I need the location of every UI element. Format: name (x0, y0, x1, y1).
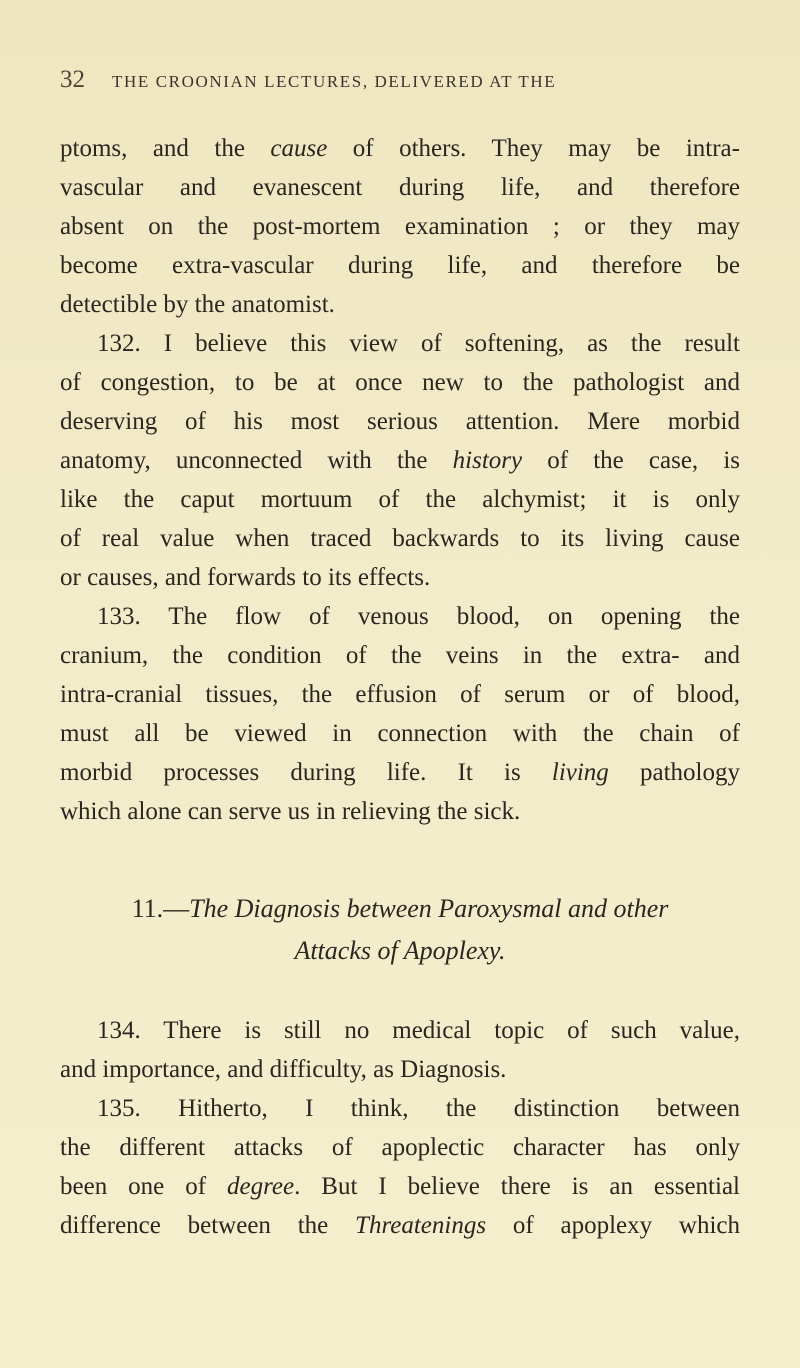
paragraph-133-start: 133. The flow of venous blood, on opening the (97, 603, 740, 630)
text-line: anatomy, unconnected with the history of the case, is (60, 447, 741, 474)
section-heading-line-1: 11.—The Diagnosis between Paroxysmal and other (131, 894, 669, 923)
section-heading-line-2: Attacks of Apoplexy. (294, 936, 506, 965)
text-line: become extra-vascular during life, and therefore be (60, 252, 740, 279)
paragraph-134-start: 134. There is still no medical topic of such value, (97, 1017, 740, 1044)
text-line: of congestion, to be at once new to the pathologist and (60, 369, 740, 396)
text-line: and importance, and difficulty, as Diagnosis. (60, 1056, 507, 1083)
text-line: must all be viewed in connection with the chain of (60, 720, 740, 747)
text-line: or causes, and forwards to its effects. (60, 564, 431, 591)
text-line: vascular and evanescent during life, and therefore (60, 174, 740, 201)
text-line: intra-cranial tissues, the effusion of serum or of blood, (60, 681, 740, 708)
text-line: difference between the Threatenings of apoplexy which (60, 1212, 740, 1239)
running-head (60, 66, 740, 98)
paragraph-135-start: 135. Hitherto, I think, the distinction between (97, 1095, 740, 1122)
text-line: morbid processes during life. It is living pathology (60, 759, 740, 786)
text-line: which alone can serve us in relieving the sick. (60, 798, 521, 825)
paragraph-132-start: 132. I believe this view of softening, as the result (97, 330, 740, 357)
text-line: deserving of his most serious attention. Mere morbid (60, 408, 740, 435)
text-line: been one of degree. But I believe there is an essential (60, 1173, 740, 1200)
text-line: like the caput mortuum of the alchymist; it is only (60, 486, 740, 513)
text-line: ptoms, and the cause of others. They may be intra- (60, 135, 740, 162)
running-head-title: THE CROONIAN LECTURES, DELIVERED AT THE (112, 72, 557, 91)
text-line: detectible by the anatomist. (60, 291, 335, 318)
text-line: cranium, the condition of the veins in the extra- and (60, 642, 740, 669)
text-line: of real value when traced backwards to its living cause (60, 525, 740, 552)
page-number: 32 (60, 66, 85, 93)
text-line: absent on the post-mortem examination ; or they may (60, 213, 740, 240)
text-line: the different attacks of apoplectic character has only (60, 1134, 740, 1161)
